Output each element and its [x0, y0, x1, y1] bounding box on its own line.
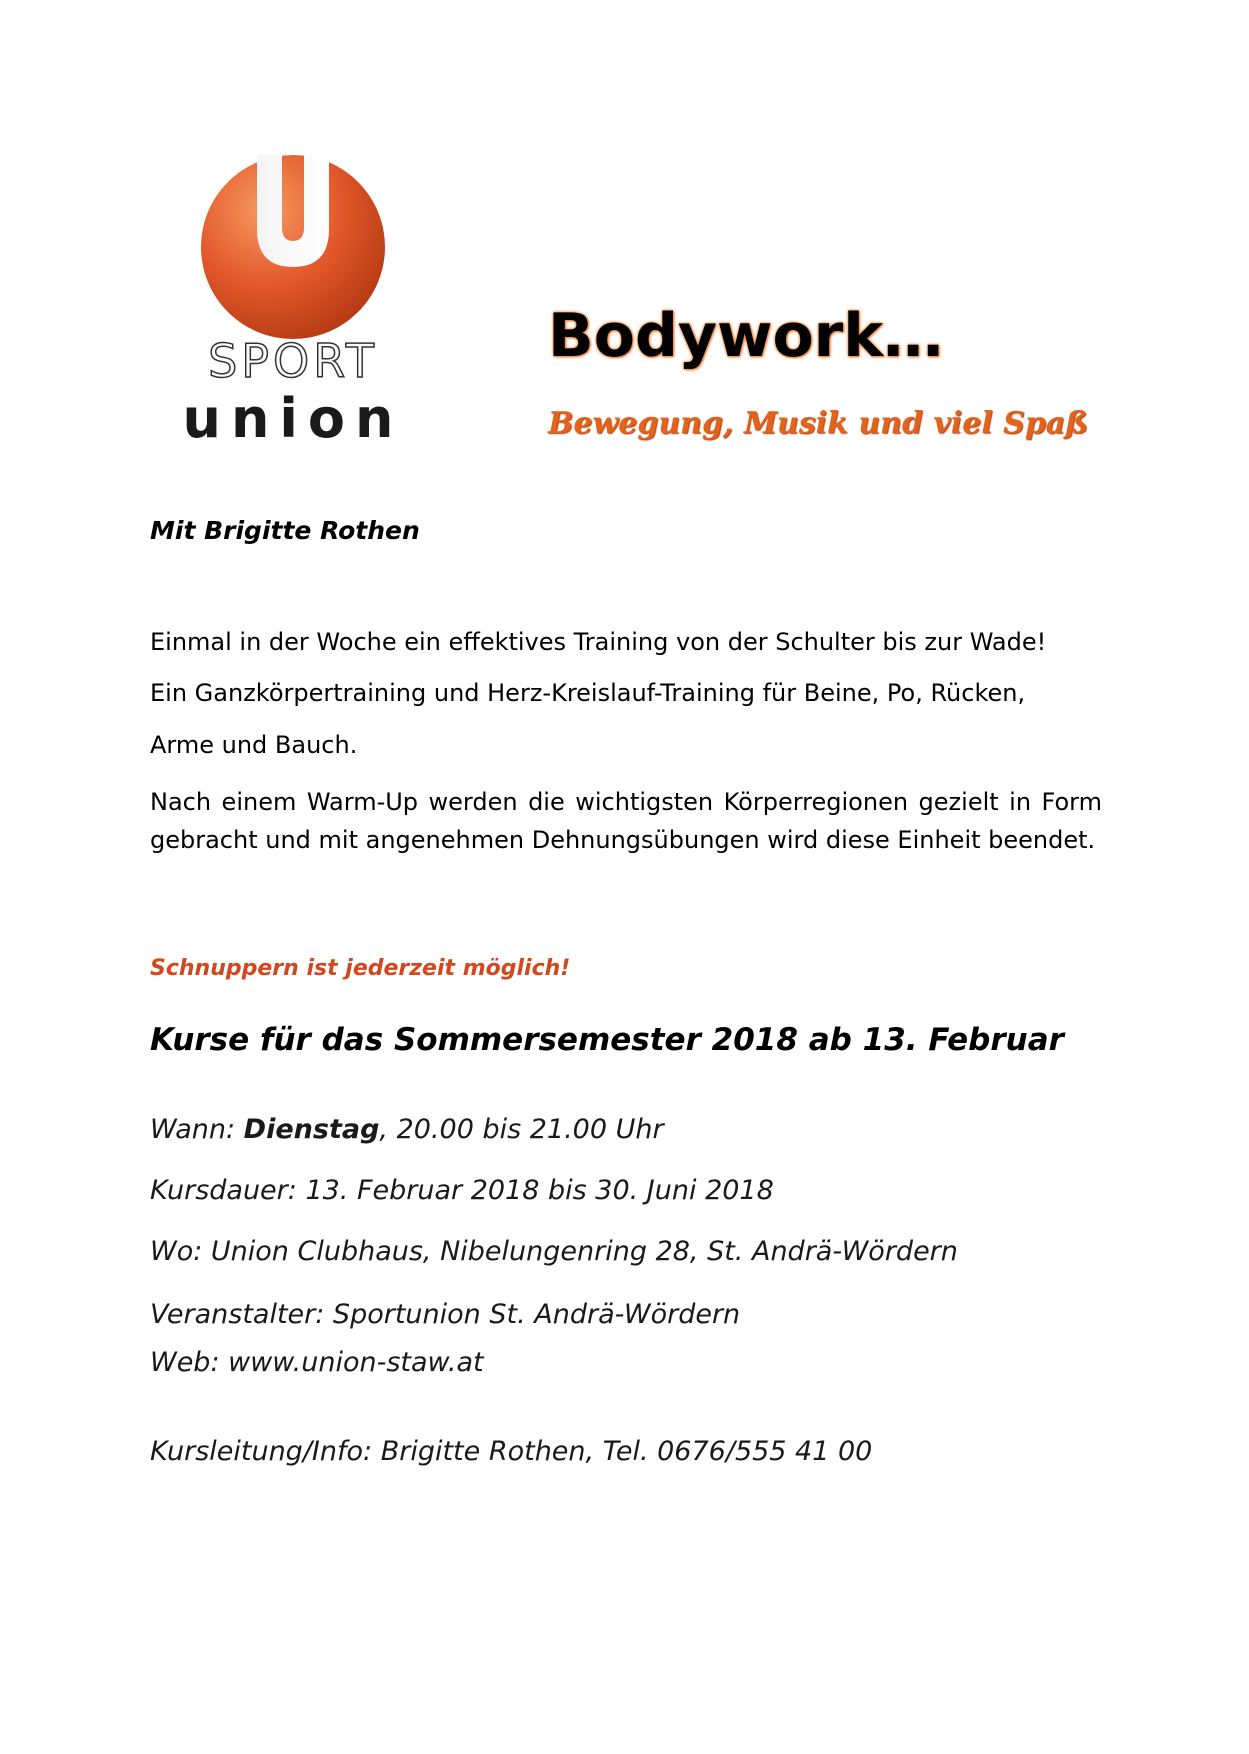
location-line: Wo: Union Clubhaus, Nibelungenring 28, St. Andrä-Wördern	[150, 1236, 958, 1267]
page-title: Bodywork…	[548, 301, 944, 371]
description-line-3: Arme und Bauch.	[150, 731, 358, 759]
logo-union-text: union	[182, 387, 404, 445]
description-line-2: Ein Ganzkörpertraining und Herz-Kreislauf-Training für Beine, Po, Rücken,	[150, 679, 1026, 707]
organizer-line: Veranstalter: Sportunion St. Andrä-Wördern	[150, 1299, 741, 1330]
course-heading: Kurse für das Sommersemester 2018 ab 13. Februar	[150, 1022, 1064, 1058]
duration-line: Kursdauer: 13. Februar 2018 bis 30. Juni 2018	[150, 1175, 774, 1206]
author-line: Mit Brigitte Rothen	[150, 516, 420, 545]
sport-union-logo-graphic	[160, 155, 430, 445]
logo-sport-text: SPORT	[208, 334, 378, 388]
when-time: , 20.00 bis 21.00 Uhr	[379, 1114, 664, 1145]
web-line: Web: www.union-staw.at	[150, 1347, 484, 1378]
when-label: Wann:	[150, 1114, 244, 1145]
when-line	[150, 1110, 1100, 1150]
sport-union-logo	[160, 155, 430, 445]
trial-note: Schnuppern ist jederzeit möglich!	[150, 956, 571, 981]
description-line-1: Einmal in der Woche ein effektives Training von der Schulter bis zur Wade!	[150, 628, 1047, 656]
description-paragraph: Nach einem Warm-Up werden die wichtigsten Körperregionen gezielt in Form gebracht und mit angenehmen Dehnungsübungen wird diese Einheit beendet.	[150, 788, 1102, 854]
page-subtitle: Bewegung, Musik und viel Spaß	[548, 406, 1089, 441]
when-day: Dienstag	[243, 1114, 380, 1145]
contact-line: Kursleitung/Info: Brigitte Rothen, Tel. 0676/555 41 00	[150, 1436, 873, 1467]
